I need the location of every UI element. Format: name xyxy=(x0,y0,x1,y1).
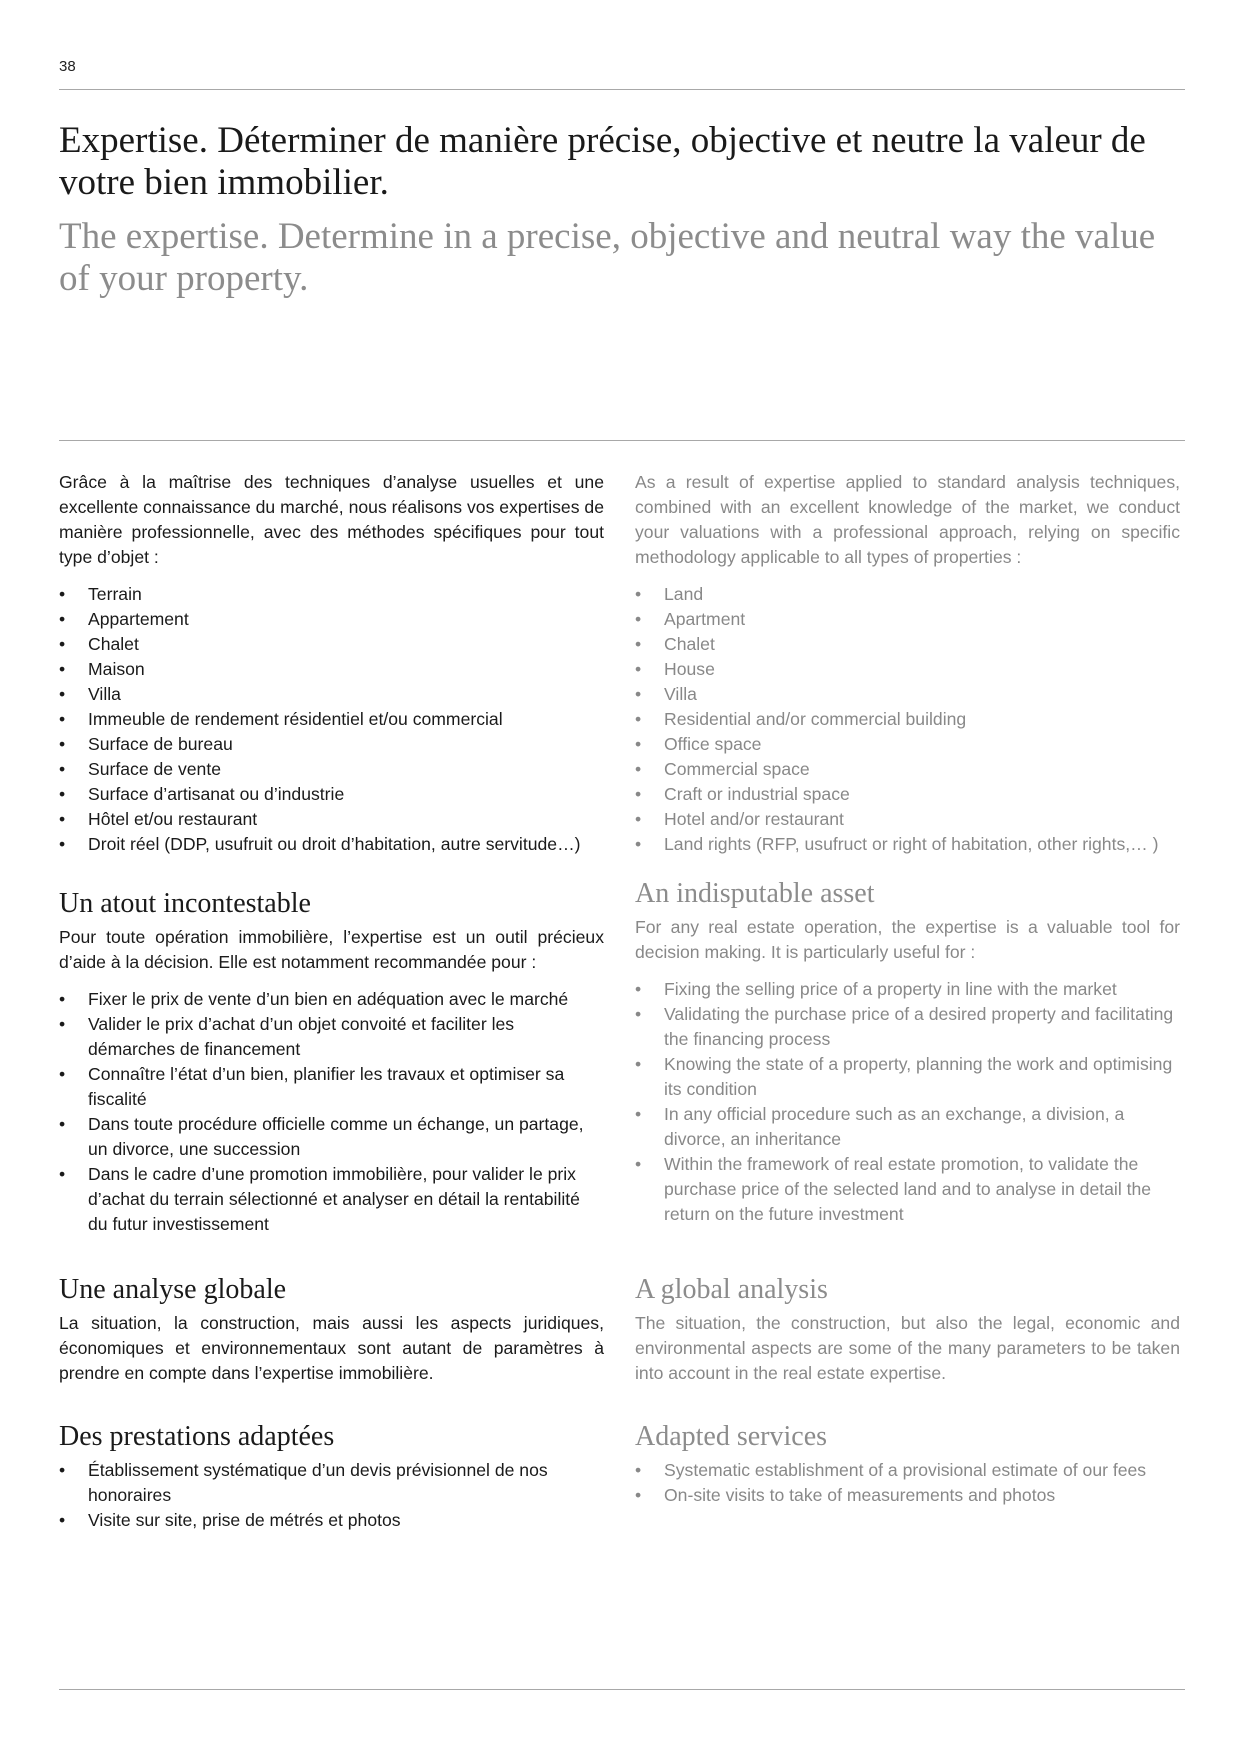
list-item xyxy=(635,1483,1180,1508)
bullet-marker: • xyxy=(59,734,66,754)
intro-paragraph-en: As a result of expertise applied to standard analysis techniques, combined with an excellent knowledge of the market, we conduct your valuations with a professional approach, relying on specific methodology applicable to all types of properties : xyxy=(635,472,1180,567)
bullet-marker: • xyxy=(59,1460,66,1480)
english-column xyxy=(635,470,1180,1508)
list-item xyxy=(59,757,604,782)
list-item-text: Surface de vente xyxy=(88,759,222,779)
bullet-marker: • xyxy=(635,684,642,704)
bullet-marker: • xyxy=(59,584,66,604)
bullet-marker: • xyxy=(59,1114,66,1134)
list-item-text: Appartement xyxy=(88,609,189,629)
list-item xyxy=(635,1458,1180,1483)
list-item-text: Dans le cadre d’une promotion immobilière, pour valider le prix d’achat du terrain sélectionné et analyser en détail la rentabilité du futur investissement xyxy=(88,1164,580,1234)
bullet-marker: • xyxy=(59,989,66,1009)
bullet-marker: • xyxy=(635,1054,642,1074)
bullet-marker: • xyxy=(635,659,642,679)
bullet-marker: • xyxy=(59,634,66,654)
list-item-text: On-site visits to take of measurements and photos xyxy=(664,1485,1056,1505)
list-item-text: Commercial space xyxy=(664,759,810,779)
section-title-global-en: A global analysis xyxy=(635,1274,828,1305)
bullet-marker: • xyxy=(635,1460,642,1480)
bullet-marker: • xyxy=(59,609,66,629)
list-item xyxy=(59,987,604,1012)
list-item-text: Knowing the state of a property, planning the work and optimising its condition xyxy=(664,1054,1173,1099)
list-item-text: House xyxy=(664,659,715,679)
list-item-text: Craft or industrial space xyxy=(664,784,850,804)
list-item-text: Terrain xyxy=(88,584,142,604)
intro-paragraph-fr: Grâce à la maîtrise des techniques d’analyse usuelles et une excellente connaissance du marché, nous réalisons vos expertises de manière professionnelle, avec des méthodes spécifiques pour tout type d’objet : xyxy=(59,472,604,567)
list-item xyxy=(59,1062,604,1112)
asset-uses-list-en xyxy=(635,977,1180,1227)
french-column xyxy=(59,470,604,1533)
list-item-text: Dans toute procédure officielle comme un échange, un partage, un divorce, une succession xyxy=(88,1114,584,1159)
list-item-text: Residential and/or commercial building xyxy=(664,709,967,729)
list-item xyxy=(59,1458,604,1508)
list-item xyxy=(635,682,1180,707)
section-title-services-en: Adapted services xyxy=(635,1421,828,1452)
global-text-fr: La situation, la construction, mais aussi les aspects juridiques, économiques et environnementaux sont autant de paramètres à prendre en compte dans l’expertise immobilière. xyxy=(59,1313,604,1383)
list-item-text: Fixer le prix de vente d’un bien en adéquation avec le marché xyxy=(88,989,569,1009)
bullet-marker: • xyxy=(635,979,642,999)
list-item-text: Hotel and/or restaurant xyxy=(664,809,844,829)
list-item xyxy=(59,1012,604,1062)
list-item xyxy=(59,582,604,607)
list-item-text: Maison xyxy=(88,659,145,679)
list-item-text: Villa xyxy=(88,684,121,704)
list-item xyxy=(635,707,1180,732)
list-item xyxy=(59,607,604,632)
bullet-marker: • xyxy=(59,784,66,804)
list-item-text: Surface d’artisanat ou d’industrie xyxy=(88,784,345,804)
page-number: 38 xyxy=(59,58,76,75)
headline-fr: Expertise. Déterminer de manière précise, objective et neutre la valeur de votre bien immobilier. xyxy=(59,120,1146,203)
list-item xyxy=(59,782,604,807)
bullet-marker: • xyxy=(635,709,642,729)
section-title-asset-fr: Un atout incontestable xyxy=(59,888,311,919)
bullet-marker: • xyxy=(635,809,642,829)
list-item xyxy=(635,782,1180,807)
asset-uses-list-fr xyxy=(59,987,604,1237)
bullet-marker: • xyxy=(59,834,66,854)
bullet-marker: • xyxy=(59,1510,66,1530)
bullet-marker: • xyxy=(635,759,642,779)
object-types-list-fr xyxy=(59,582,604,857)
list-item-text: Établissement systématique d’un devis prévisionnel de nos honoraires xyxy=(88,1460,548,1505)
list-item-text: Chalet xyxy=(664,634,715,654)
bullet-marker: • xyxy=(59,809,66,829)
list-item xyxy=(59,1508,604,1533)
list-item xyxy=(59,657,604,682)
bullet-marker: • xyxy=(635,1154,642,1174)
bullet-marker: • xyxy=(635,784,642,804)
bullet-marker: • xyxy=(59,1064,66,1084)
bullet-marker: • xyxy=(59,759,66,779)
bullet-marker: • xyxy=(635,1004,642,1024)
list-item-text: Surface de bureau xyxy=(88,734,233,754)
list-item-text: Office space xyxy=(664,734,762,754)
services-list-en xyxy=(635,1458,1180,1508)
list-item-text: Chalet xyxy=(88,634,139,654)
list-item xyxy=(635,732,1180,757)
list-item xyxy=(635,1152,1180,1227)
list-item-text: Connaître l’état d’un bien, planifier les travaux et optimiser sa fiscalité xyxy=(88,1064,565,1109)
bullet-marker: • xyxy=(59,659,66,679)
bullet-marker: • xyxy=(59,1014,66,1034)
section-divider xyxy=(59,440,1185,441)
asset-intro-en: For any real estate operation, the expertise is a valuable tool for decision making. It is particularly useful for : xyxy=(635,917,1180,962)
bullet-marker: • xyxy=(635,634,642,654)
list-item-text: In any official procedure such as an exchange, a division, a divorce, an inheritance xyxy=(664,1104,1125,1149)
list-item xyxy=(59,707,604,732)
list-item xyxy=(635,582,1180,607)
list-item xyxy=(635,757,1180,782)
section-title-services-fr: Des prestations adaptées xyxy=(59,1421,335,1452)
list-item-text: Visite sur site, prise de métrés et photos xyxy=(88,1510,401,1530)
list-item xyxy=(635,832,1180,857)
list-item-text: Villa xyxy=(664,684,697,704)
list-item-text: Immeuble de rendement résidentiel et/ou commercial xyxy=(88,709,503,729)
list-item xyxy=(59,1162,604,1237)
list-item xyxy=(635,977,1180,1002)
headline-en: The expertise. Determine in a precise, objective and neutral way the value of your property. xyxy=(59,216,1156,299)
bullet-marker: • xyxy=(635,609,642,629)
bullet-marker: • xyxy=(635,734,642,754)
bullet-marker: • xyxy=(59,1164,66,1184)
list-item-text: Hôtel et/ou restaurant xyxy=(88,809,258,829)
list-item-text: Fixing the selling price of a property in line with the market xyxy=(664,979,1117,999)
section-title-global-fr: Une analyse globale xyxy=(59,1274,287,1305)
list-item xyxy=(59,732,604,757)
top-divider xyxy=(59,89,1185,90)
list-item xyxy=(59,682,604,707)
bullet-marker: • xyxy=(635,1104,642,1124)
list-item xyxy=(635,807,1180,832)
list-item xyxy=(635,1102,1180,1152)
bullet-marker: • xyxy=(635,584,642,604)
list-item-text: Within the framework of real estate promotion, to validate the purchase price of the selected land and to analyse in detail the return on the future investment xyxy=(664,1154,1152,1224)
list-item xyxy=(635,1002,1180,1052)
list-item-text: Systematic establishment of a provisional estimate of our fees xyxy=(664,1460,1147,1480)
list-item xyxy=(59,632,604,657)
list-item xyxy=(635,657,1180,682)
object-types-list-en xyxy=(635,582,1180,857)
bullet-marker: • xyxy=(59,709,66,729)
bullet-marker: • xyxy=(59,684,66,704)
list-item-text: Validating the purchase price of a desired property and facilitating the financing process xyxy=(664,1004,1174,1049)
list-item xyxy=(635,632,1180,657)
list-item-text: Droit réel (DDP, usufruit ou droit d’habitation, autre servitude…) xyxy=(88,834,581,854)
list-item-text: Land xyxy=(664,584,704,604)
section-title-asset-en: An indisputable asset xyxy=(635,878,875,909)
list-item-text: Land rights (RFP, usufruct or right of habitation, other rights,… ) xyxy=(664,834,1159,854)
bullet-marker: • xyxy=(635,1485,642,1505)
list-item xyxy=(59,807,604,832)
list-item xyxy=(59,1112,604,1162)
global-text-en: The situation, the construction, but also the legal, economic and environmental aspects are some of the many parameters to be taken into account in the real estate expertise. xyxy=(635,1313,1180,1383)
list-item xyxy=(635,607,1180,632)
list-item-text: Valider le prix d’achat d’un objet convoité et faciliter les démarches de financement xyxy=(88,1014,515,1059)
asset-intro-fr: Pour toute opération immobilière, l’expertise est un outil précieux d’aide à la décision. Elle est notamment recommandée pour : xyxy=(59,927,604,972)
bullet-marker: • xyxy=(635,834,642,854)
services-list-fr xyxy=(59,1458,604,1533)
bottom-divider xyxy=(59,1689,1185,1690)
list-item xyxy=(59,832,604,857)
list-item-text: Apartment xyxy=(664,609,746,629)
list-item xyxy=(635,1052,1180,1102)
